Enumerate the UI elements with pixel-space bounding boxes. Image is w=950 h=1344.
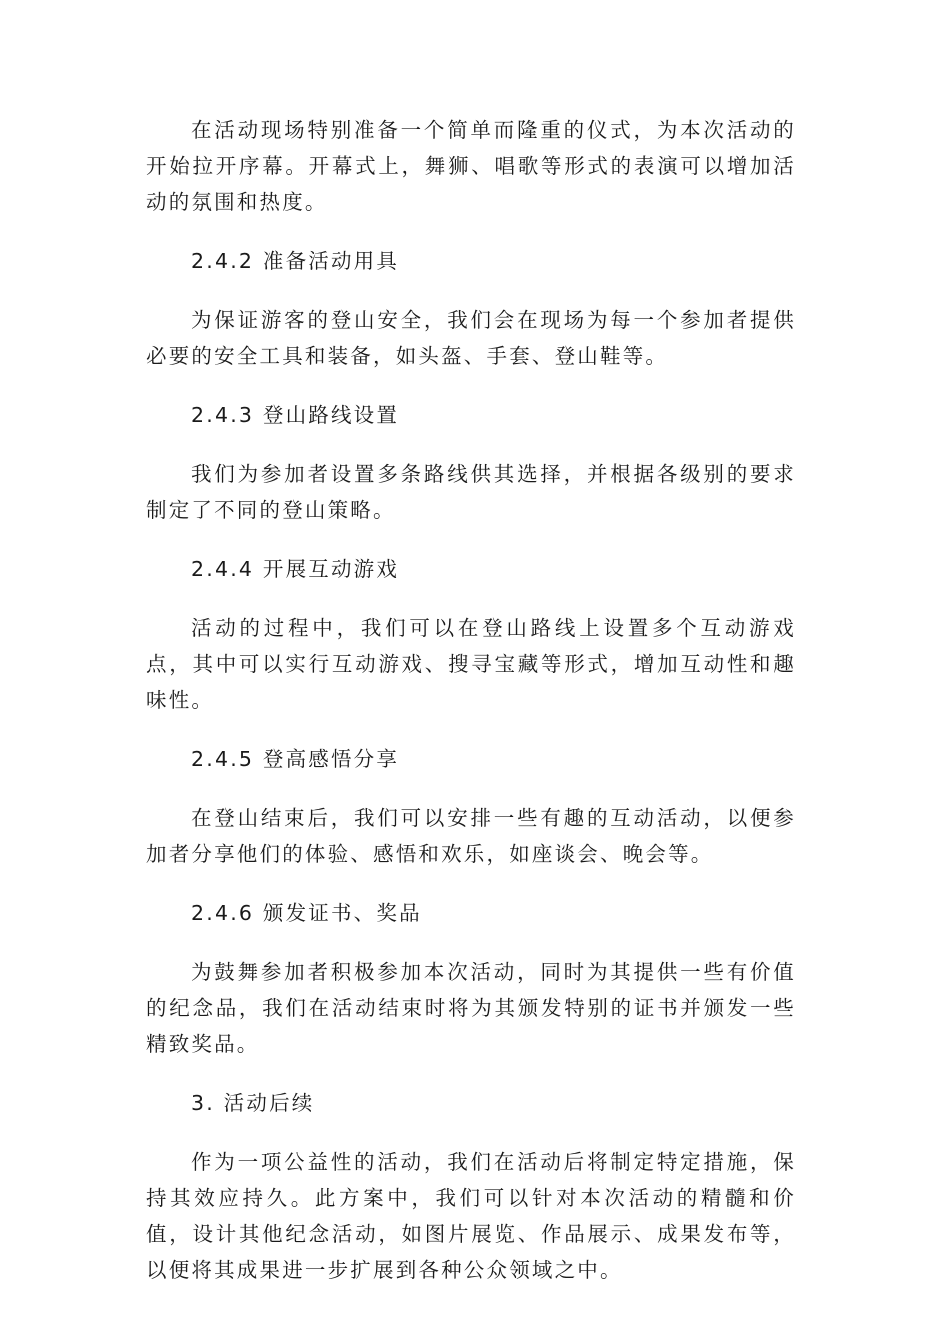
- paragraph-certificates: 为鼓舞参加者积极参加本次活动，同时为其提供一些有价值的纪念品，我们在活动结束时将为其颁发特别的证书并颁发一些精致奖品。: [146, 960, 796, 1056]
- document-body: [146, 112, 796, 1311]
- section-heading-2-4-2: 2.4.2 准备活动用具: [191, 249, 400, 273]
- paragraph-routes: 我们为参加者设置多条路线供其选择，并根据各级别的要求制定了不同的登山策略。: [146, 462, 796, 522]
- section-heading-3: 3. 活动后续: [191, 1091, 315, 1115]
- section-heading-2-4-5: 2.4.5 登高感悟分享: [191, 747, 400, 771]
- section-heading-2-4-3: 2.4.3 登山路线设置: [191, 403, 400, 427]
- section-heading-2-4-6: 2.4.6 颁发证书、奖品: [191, 901, 422, 925]
- paragraph-opening-ceremony: 在活动现场特别准备一个简单而隆重的仪式，为本次活动的开始拉开序幕。开幕式上，舞狮、唱歌等形式的表演可以增加活动的氛围和热度。: [146, 118, 796, 214]
- section-heading-2-4-4: 2.4.4 开展互动游戏: [191, 557, 400, 581]
- paragraph-equipment: 为保证游客的登山安全，我们会在现场为每一个参加者提供必要的安全工具和装备，如头盔、手套、登山鞋等。: [146, 308, 796, 368]
- paragraph-follow-up: 作为一项公益性的活动，我们在活动后将制定特定措施，保持其效应持久。此方案中，我们可以针对本次活动的精髓和价值，设计其他纪念活动，如图片展览、作品展示、成果发布等，以便将其成果进一步扩展到各种公众领域之中。: [146, 1150, 796, 1282]
- paragraph-interactive-games: 活动的过程中，我们可以在登山路线上设置多个互动游戏点，其中可以实行互动游戏、搜寻宝藏等形式，增加互动性和趣味性。: [146, 616, 796, 712]
- paragraph-sharing: 在登山结束后，我们可以安排一些有趣的互动活动，以便参加者分享他们的体验、感悟和欢乐，如座谈会、晚会等。: [146, 806, 796, 866]
